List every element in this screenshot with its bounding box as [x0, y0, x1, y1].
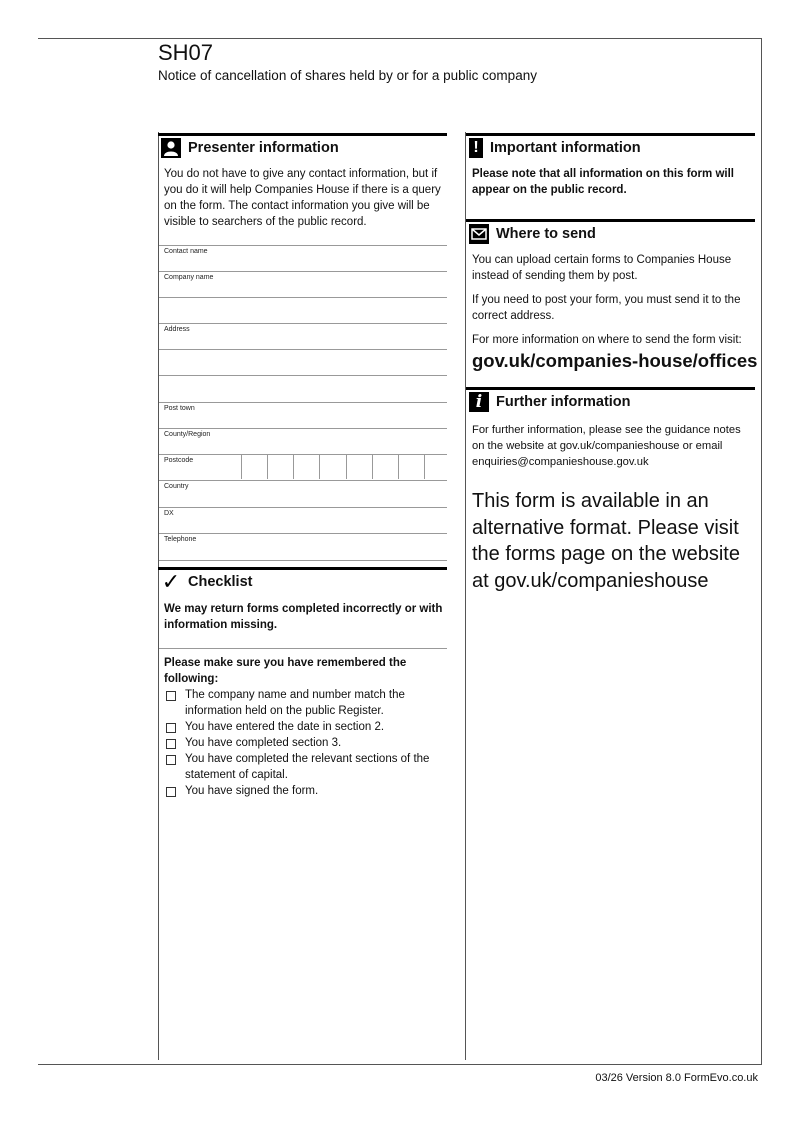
person-icon [161, 138, 181, 158]
address-line-2[interactable] [159, 349, 447, 376]
checklist-items [164, 687, 446, 799]
company-name-line-2[interactable] [159, 297, 447, 324]
checklist-item [164, 751, 446, 783]
dx-field[interactable] [159, 507, 447, 534]
exclamation-icon: ! [469, 138, 483, 158]
checklist-item [164, 719, 446, 735]
checklist-divider [159, 648, 447, 649]
presenter-heading: Presenter information [188, 140, 339, 156]
top-rule [38, 38, 762, 39]
checkbox[interactable] [166, 723, 176, 733]
checklist-heading: Checklist [188, 574, 253, 590]
checklist-item-text: You have entered the date in section 2. [185, 721, 385, 733]
further-header [466, 387, 755, 414]
checkbox[interactable] [166, 691, 176, 701]
contact-name-label: Contact name [164, 248, 208, 255]
checkbox[interactable] [166, 755, 176, 765]
checklist-item-text: You have completed the relevant sections of the statement of capital. [185, 753, 430, 781]
presenter-header [158, 133, 447, 160]
checklist-intro: Please make sure you have remembered the following: [164, 657, 407, 685]
address-field[interactable] [159, 323, 447, 350]
county-label: County/Region [164, 431, 211, 438]
postcode-field[interactable] [159, 454, 447, 481]
checklist-header [158, 567, 447, 594]
send-paragraph-3: For more information on where to send the form visit: [472, 334, 742, 346]
important-header [466, 133, 755, 160]
important-heading: Important information [490, 140, 641, 156]
postcode-label: Postcode [164, 457, 194, 464]
checklist-item [164, 687, 446, 719]
checklist-item [164, 735, 446, 751]
send-heading: Where to send [496, 226, 596, 242]
checklist-item-text: The company name and number match the information held on the public Register. [185, 689, 405, 717]
send-paragraph-2: If you need to post your form, you must send it to the correct address. [472, 294, 741, 322]
envelope-icon [469, 224, 489, 244]
checkmark-icon: ✓ [161, 569, 181, 594]
postcode-box-divider [267, 455, 268, 479]
postcode-box-divider [346, 455, 347, 479]
postcode-box-divider [398, 455, 399, 479]
footer-version: 03/26 Version 8.0 FormEvo.co.uk [595, 1072, 758, 1084]
checklist-warning: We may return forms completed incorrectly or with information missing. [164, 603, 443, 631]
post-town-label: Post town [164, 405, 195, 412]
postcode-box-divider [241, 455, 242, 479]
checklist-item-text: You have signed the form. [185, 785, 319, 797]
send-header [466, 219, 755, 246]
checkbox[interactable] [166, 787, 176, 797]
postcode-box-divider [319, 455, 320, 479]
postcode-box-divider [424, 455, 425, 479]
alt-format-notice: This form is available in an alternative format. Please visit the forms page on the website at gov.uk/companieshouse [472, 490, 740, 592]
telephone-label: Telephone [164, 536, 197, 543]
checkbox[interactable] [166, 739, 176, 749]
country-field[interactable] [159, 480, 447, 507]
country-label: Country [164, 483, 189, 490]
further-text: For further information, please see the guidance notes on the website at gov.uk/companieshouse or email enquiries@companieshouse.gov.uk [472, 424, 741, 468]
right-column-border [465, 132, 466, 1060]
form-title: Notice of cancellation of shares held by or for a public company [158, 68, 537, 83]
form-code: SH07 [158, 40, 214, 65]
address-label: Address [164, 326, 190, 333]
presenter-intro: You do not have to give any contact information, but if you do it will help Companies House if there is a query on the form. The contact information you give will be visible to searchers of the public record. [164, 168, 441, 228]
postcode-box-divider [372, 455, 373, 479]
checklist-item [164, 783, 446, 799]
contact-name-field[interactable] [159, 245, 447, 272]
address-line-3[interactable] [159, 375, 447, 402]
bottom-rule [38, 1064, 762, 1065]
right-border [761, 38, 762, 1065]
post-town-field[interactable] [159, 402, 447, 429]
further-heading: Further information [496, 394, 631, 410]
county-field[interactable] [159, 428, 447, 455]
company-name-label: Company name [164, 274, 214, 281]
info-icon: i [469, 392, 489, 412]
dx-label: DX [164, 510, 174, 517]
important-text: Please note that all information on this form will appear on the public record. [472, 168, 734, 196]
checklist-item-text: You have completed section 3. [185, 737, 342, 749]
send-paragraph-1: You can upload certain forms to Companies House instead of sending them by post. [472, 254, 732, 282]
company-name-field[interactable] [159, 271, 447, 298]
telephone-field[interactable] [159, 533, 447, 561]
offices-link[interactable]: gov.uk/companies-house/offices [472, 350, 758, 371]
postcode-box-divider [293, 455, 294, 479]
